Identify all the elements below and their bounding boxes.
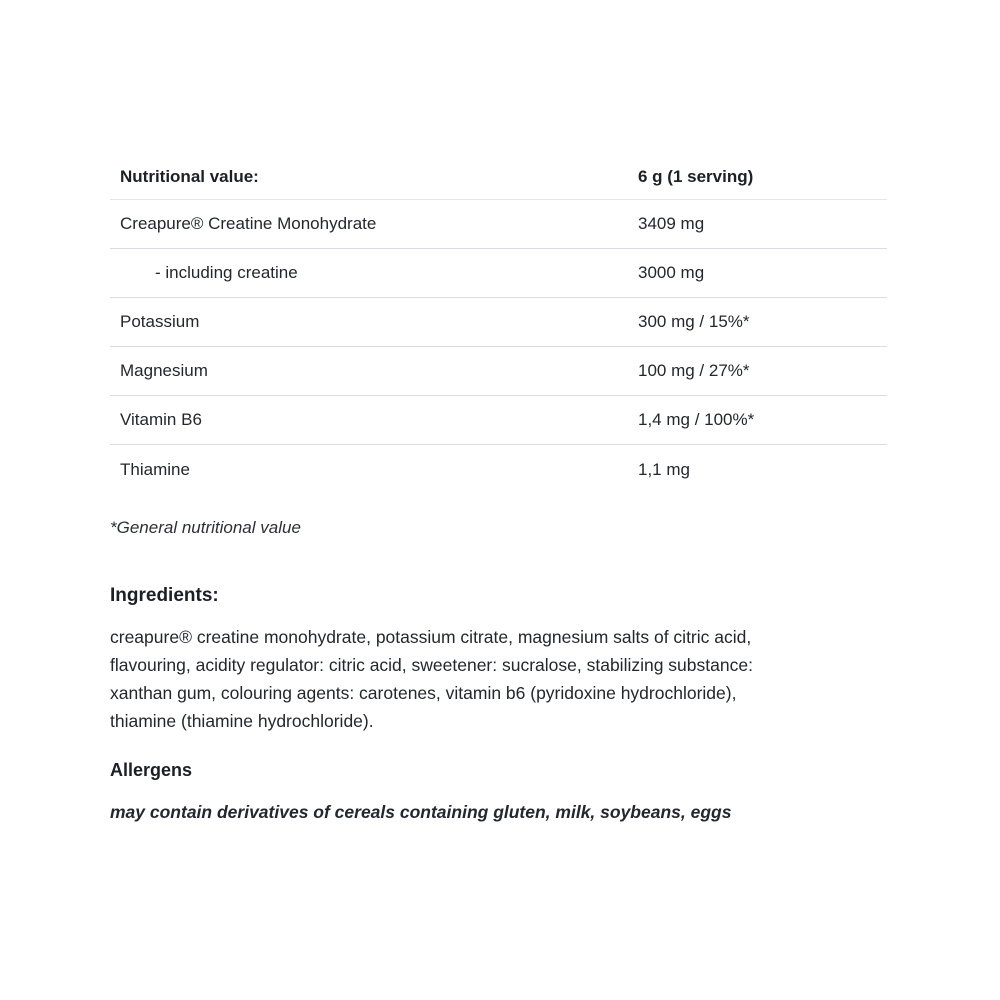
- ingredients-text: [110, 623, 887, 735]
- table-row: [110, 298, 887, 347]
- nutrient-value: 100 mg / 27%*: [638, 361, 750, 380]
- nutrient-value: 300 mg / 15%*: [638, 312, 750, 331]
- table-row: [110, 200, 887, 249]
- nutrient-value: 1,4 mg / 100%*: [638, 410, 755, 429]
- general-value-footnote: *General nutritional value: [110, 518, 301, 537]
- nutrient-label: Magnesium: [120, 361, 208, 380]
- nutrient-value: 1,1 mg: [638, 459, 690, 479]
- nutrient-label: Vitamin B6: [120, 410, 202, 429]
- nutrient-label: Creapure® Creatine Monohydrate: [120, 214, 377, 233]
- table-row: [110, 347, 887, 396]
- ingredients-heading: Ingredients:: [110, 585, 219, 606]
- table-header-label: Nutritional value:: [120, 167, 259, 186]
- allergens-heading: Allergens: [110, 760, 193, 780]
- nutrient-value: 3409 mg: [638, 214, 705, 233]
- table-header-row: [110, 155, 887, 200]
- nutrient-value: 3000 mg: [638, 263, 705, 282]
- ingredients-line: xanthan gum, colouring agents: carotenes, vitamin b6 (pyridoxine hydrochloride),: [110, 683, 737, 703]
- allergens-text: may contain derivatives of cereals containing gluten, milk, soybeans, eggs: [110, 802, 732, 822]
- table-row: [110, 445, 887, 494]
- table-header-value: 6 g (1 serving): [638, 167, 754, 186]
- nutrient-label: - including creatine: [155, 263, 298, 282]
- nutrient-label: Thiamine: [120, 459, 190, 479]
- ingredients-line: flavouring, acidity regulator: citric acid, sweetener: sucralose, stabilizing substance:: [110, 655, 753, 675]
- table-row: [110, 396, 887, 445]
- ingredients-line: creapure® creatine monohydrate, potassium citrate, magnesium salts of citric acid,: [110, 627, 752, 647]
- nutrition-table: [110, 155, 887, 494]
- ingredients-line: thiamine (thiamine hydrochloride).: [110, 711, 374, 731]
- table-row: [110, 249, 887, 298]
- product-nutrition-section: [110, 155, 887, 823]
- nutrient-label: Potassium: [120, 312, 200, 331]
